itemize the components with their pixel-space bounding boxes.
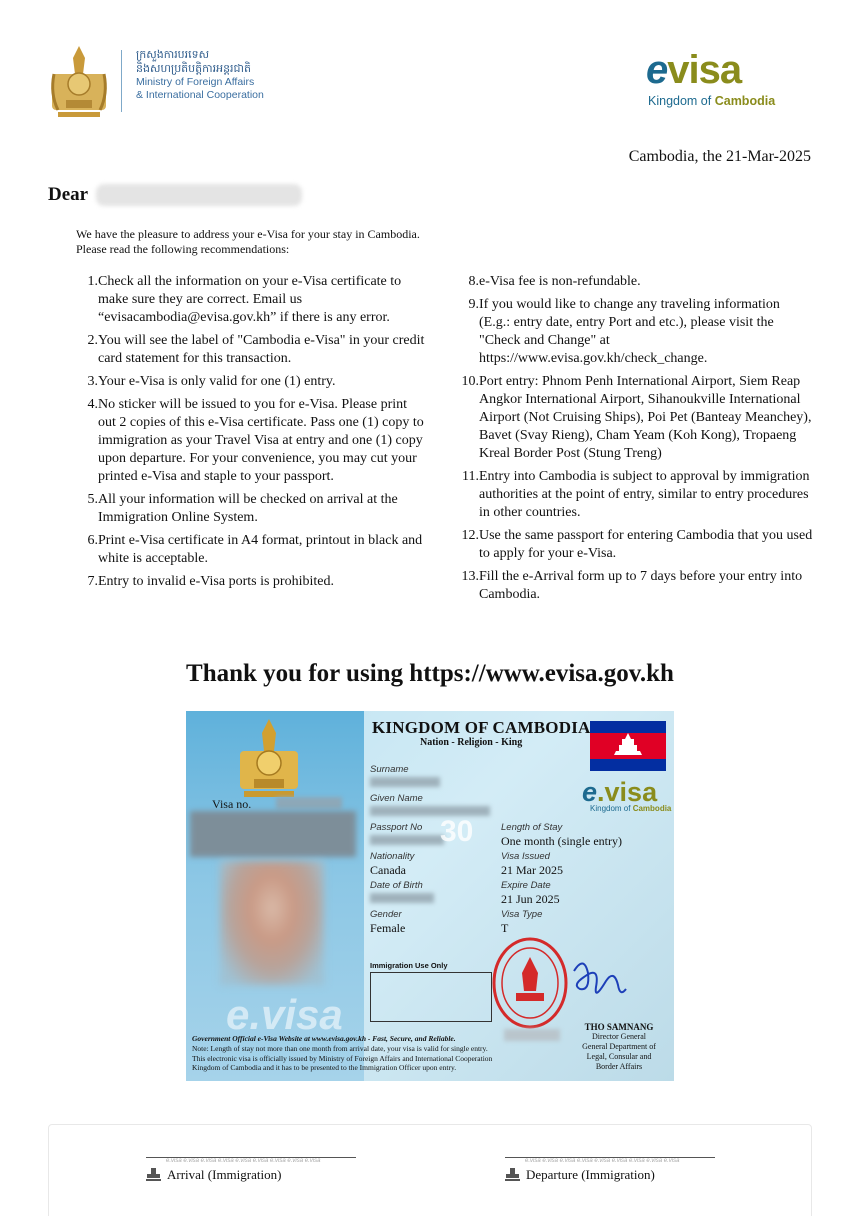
- item-number: 4.: [87, 397, 98, 412]
- list-item: [452, 373, 814, 463]
- evisa-tagline-prefix: Kingdom of: [648, 94, 715, 108]
- official-seal-icon: [492, 937, 568, 1029]
- list-item: [76, 332, 428, 368]
- item-text: Entry into Cambodia is subject to approval by immigration authorities at the point of entry, similar to entry procedures in other countries.: [479, 469, 810, 520]
- intro-line-2: Please read the following recommendations:: [76, 242, 290, 256]
- evisa-logo: [640, 48, 815, 114]
- visa-issued-label: Visa Issued: [501, 851, 550, 862]
- departure-stamp: [505, 1157, 715, 1183]
- list-item: [452, 527, 814, 563]
- card-footer-notes: [192, 1044, 572, 1073]
- passport-label: Passport No: [370, 822, 423, 833]
- redacted-passport: [370, 835, 444, 845]
- item-text: Fill the e-Arrival form up to 7 days before your entry into Cambodia.: [479, 569, 803, 602]
- item-text: Entry to invalid e-Visa ports is prohibited.: [98, 574, 334, 589]
- item-text: Your e-Visa is only valid for one (1) entry.: [98, 374, 336, 389]
- officer-title-4: Border Affairs: [595, 1062, 643, 1071]
- evisa-logo-e: e: [646, 48, 668, 92]
- gender-label: Gender: [370, 909, 402, 920]
- recommendations-right: [452, 273, 814, 609]
- ministry-logo: [48, 44, 308, 124]
- redacted-barcode: [190, 811, 356, 857]
- evisa-tagline: [648, 94, 775, 108]
- signing-officer: [564, 1022, 674, 1072]
- item-text: All your information will be checked on arrival at the Immigration Online System.: [98, 492, 398, 525]
- list-item: [452, 273, 814, 291]
- officer-name: THO SAMNANG: [584, 1022, 654, 1032]
- visa-issued-value: 21 Mar 2025: [501, 863, 563, 877]
- item-text: Print e-Visa certificate in A4 format, printout in black and white is acceptable.: [98, 533, 423, 566]
- stamp-icon: [146, 1168, 161, 1182]
- arrival-stamp: [146, 1157, 356, 1183]
- officer-title-1: Director General: [592, 1032, 646, 1041]
- ministry-english-line-1: Ministry of Foreign Affairs: [136, 76, 255, 88]
- redacted-code: [504, 1029, 560, 1041]
- redacted-surname: [370, 777, 440, 787]
- redacted-visa-number: [276, 797, 342, 809]
- list-item: [76, 532, 428, 568]
- immigration-use-label: Immigration Use Only: [370, 961, 448, 970]
- redacted-name: [96, 184, 302, 206]
- item-number: 8.: [468, 274, 479, 289]
- card-logo-tagline-prefix: Kingdom of: [590, 804, 633, 813]
- dob-label: Date of Birth: [370, 880, 423, 891]
- royal-coat-of-arms-icon: [48, 44, 110, 118]
- royal-coat-of-arms-icon: [234, 717, 304, 799]
- visa-type-label: Visa Type: [501, 909, 543, 920]
- visa-type-value: T: [501, 921, 509, 935]
- item-text: You will see the label of "Cambodia e-Visa" in your credit card statement for this transaction.: [98, 333, 425, 366]
- ministry-english-line-2: & International Cooperation: [136, 89, 264, 101]
- item-text: Port entry: Phnom Penh International Airport, Siem Reap Angkor International Airport, Sihanoukville International Airport (Not Cruising Ships), Poi Pet (Banteay Meanchey), Bavet (Svay Rieng), Cham Yeam (Koh Kong), Tropaeng Kreal Border Post (Stung Treng): [479, 374, 812, 461]
- visa-number-label: Visa no.: [212, 797, 252, 811]
- list-item: [452, 468, 814, 522]
- list-item: [76, 396, 428, 486]
- item-number: 11.: [462, 469, 479, 484]
- card-footer-title: Government Official e-Visa Website at www.evisa.gov.kh - Fast, Secure, and Reliable.: [192, 1034, 456, 1043]
- item-number: 3.: [87, 374, 98, 389]
- ministry-divider: [121, 50, 122, 112]
- surname-label: Surname: [370, 764, 409, 775]
- item-text: [98, 273, 428, 327]
- ministry-khmer-line-2: និងសហប្រតិបត្តិការអន្តរជាតិ: [136, 62, 251, 75]
- item-number: 5.: [87, 492, 98, 507]
- officer-title-2: General Department of: [582, 1042, 656, 1051]
- departure-label-row: [505, 1167, 715, 1183]
- item-number: 13.: [461, 569, 479, 584]
- list-item: [76, 373, 428, 391]
- item-number: 2.: [87, 333, 98, 348]
- intro-text: [76, 227, 420, 257]
- card-logo-tagline: [590, 804, 671, 813]
- fee-watermark: 30: [440, 815, 474, 848]
- nationality-label: Nationality: [370, 851, 415, 862]
- expire-date-value: 21 Jun 2025: [501, 892, 560, 906]
- list-item: [76, 573, 428, 591]
- card-evisa-logo: [582, 777, 671, 813]
- ministry-khmer-line-1: ក្រសួងការបរទេស: [136, 48, 210, 61]
- intro-line-1: We have the pleasure to address your e-Visa for your stay in Cambodia.: [76, 227, 420, 241]
- gender-value: Female: [370, 921, 406, 935]
- item-number: 9.: [468, 297, 479, 312]
- footer-note-1: Note: Length of stay not more than one month from arrival date, your visa is valid for single entry.: [192, 1044, 488, 1053]
- item-number: 12.: [461, 528, 479, 543]
- card-motto: Nation - Religion - King: [420, 737, 523, 748]
- officer-title-3: Legal, Consular and: [586, 1052, 652, 1061]
- item-number: 6.: [87, 533, 98, 548]
- evisa-certificate: [186, 711, 674, 1081]
- list-item: [76, 491, 428, 527]
- recommendations-left: [76, 273, 428, 596]
- card-logo-e: e: [582, 777, 598, 807]
- evisa-wordmark: [646, 48, 741, 93]
- item-text: No sticker will be issued to you for e-Visa. Please print out 2 copies of this e-Visa certificate. Pass one (1) copy to immigration as your Travel Visa at entry and one (1) copy upon departure. For your convenience, you may cut your printed e-Visa and staple to your passport.: [98, 397, 424, 484]
- redacted-dob: [370, 893, 434, 903]
- stamp-pattern: e.visa e.visa e.visa e.visa e.visa e.visa e.visa e.visa e.visa: [505, 1157, 715, 1167]
- ministry-name: [136, 48, 264, 102]
- length-of-stay-label: Length of Stay: [501, 822, 563, 833]
- item-number: 10.: [461, 374, 479, 389]
- card-logo-visa: .visa: [597, 777, 658, 807]
- thank-you-heading: Thank you for using https://www.evisa.gov.kh: [186, 660, 674, 687]
- evisa-logo-visa: visa: [667, 48, 742, 92]
- evisa-watermark: e.visa: [226, 991, 343, 1038]
- letter-date: Cambodia, the 21-Mar-2025: [628, 148, 811, 165]
- immigration-use-box: [370, 972, 492, 1022]
- item-number: 7.: [87, 574, 98, 589]
- item-text: e-Visa fee is non-refundable.: [479, 274, 641, 289]
- item-text-content: Check all the information on your e-Visa certificate to make sure they are correct. Email us “evisacambodia@evisa.gov.kh” if there is any error.: [98, 274, 402, 325]
- list-item: [452, 296, 814, 368]
- item-text: Use the same passport for entering Cambodia that you used to apply for your e-Visa.: [479, 528, 813, 561]
- greeting-word: Dear: [48, 184, 89, 205]
- departure-label: Departure (Immigration): [526, 1167, 655, 1182]
- card-title: KINGDOM OF CAMBODIA: [372, 718, 591, 737]
- list-item: [76, 273, 428, 327]
- arrival-label-row: [146, 1167, 356, 1183]
- footer-note-3: Kingdom of Cambodia and it has to be presented to the Immigration Officer upon entry.: [192, 1063, 457, 1072]
- length-of-stay-value: One month (single entry): [501, 834, 622, 848]
- signature-icon: [566, 951, 632, 1011]
- item-number: 1.: [87, 274, 98, 289]
- stamp-pattern: e.visa e.visa e.visa e.visa e.visa e.visa e.visa e.visa e.visa: [146, 1157, 356, 1167]
- given-name-label: Given Name: [370, 793, 423, 804]
- list-item: [452, 568, 814, 604]
- greeting: [48, 184, 302, 206]
- card-logo-tagline-country: Cambodia: [632, 804, 672, 813]
- arrival-label: Arrival (Immigration): [167, 1167, 282, 1182]
- stamp-icon: [505, 1168, 520, 1182]
- footer-note-2: This electronic visa is officially issued by Ministry of Foreign Affairs and International Cooperation: [192, 1053, 493, 1063]
- nationality-value: Canada: [370, 863, 406, 877]
- applicant-photo: [220, 861, 324, 985]
- cambodia-flag-icon: [590, 721, 666, 771]
- expire-date-label: Expire Date: [501, 880, 551, 891]
- evisa-tagline-country: Cambodia: [714, 94, 776, 108]
- item-text: If you would like to change any traveling information (E.g.: entry date, entry Port and etc.), please visit the "Check and Change" at https://www.evisa.gov.kh/check_change.: [479, 297, 780, 366]
